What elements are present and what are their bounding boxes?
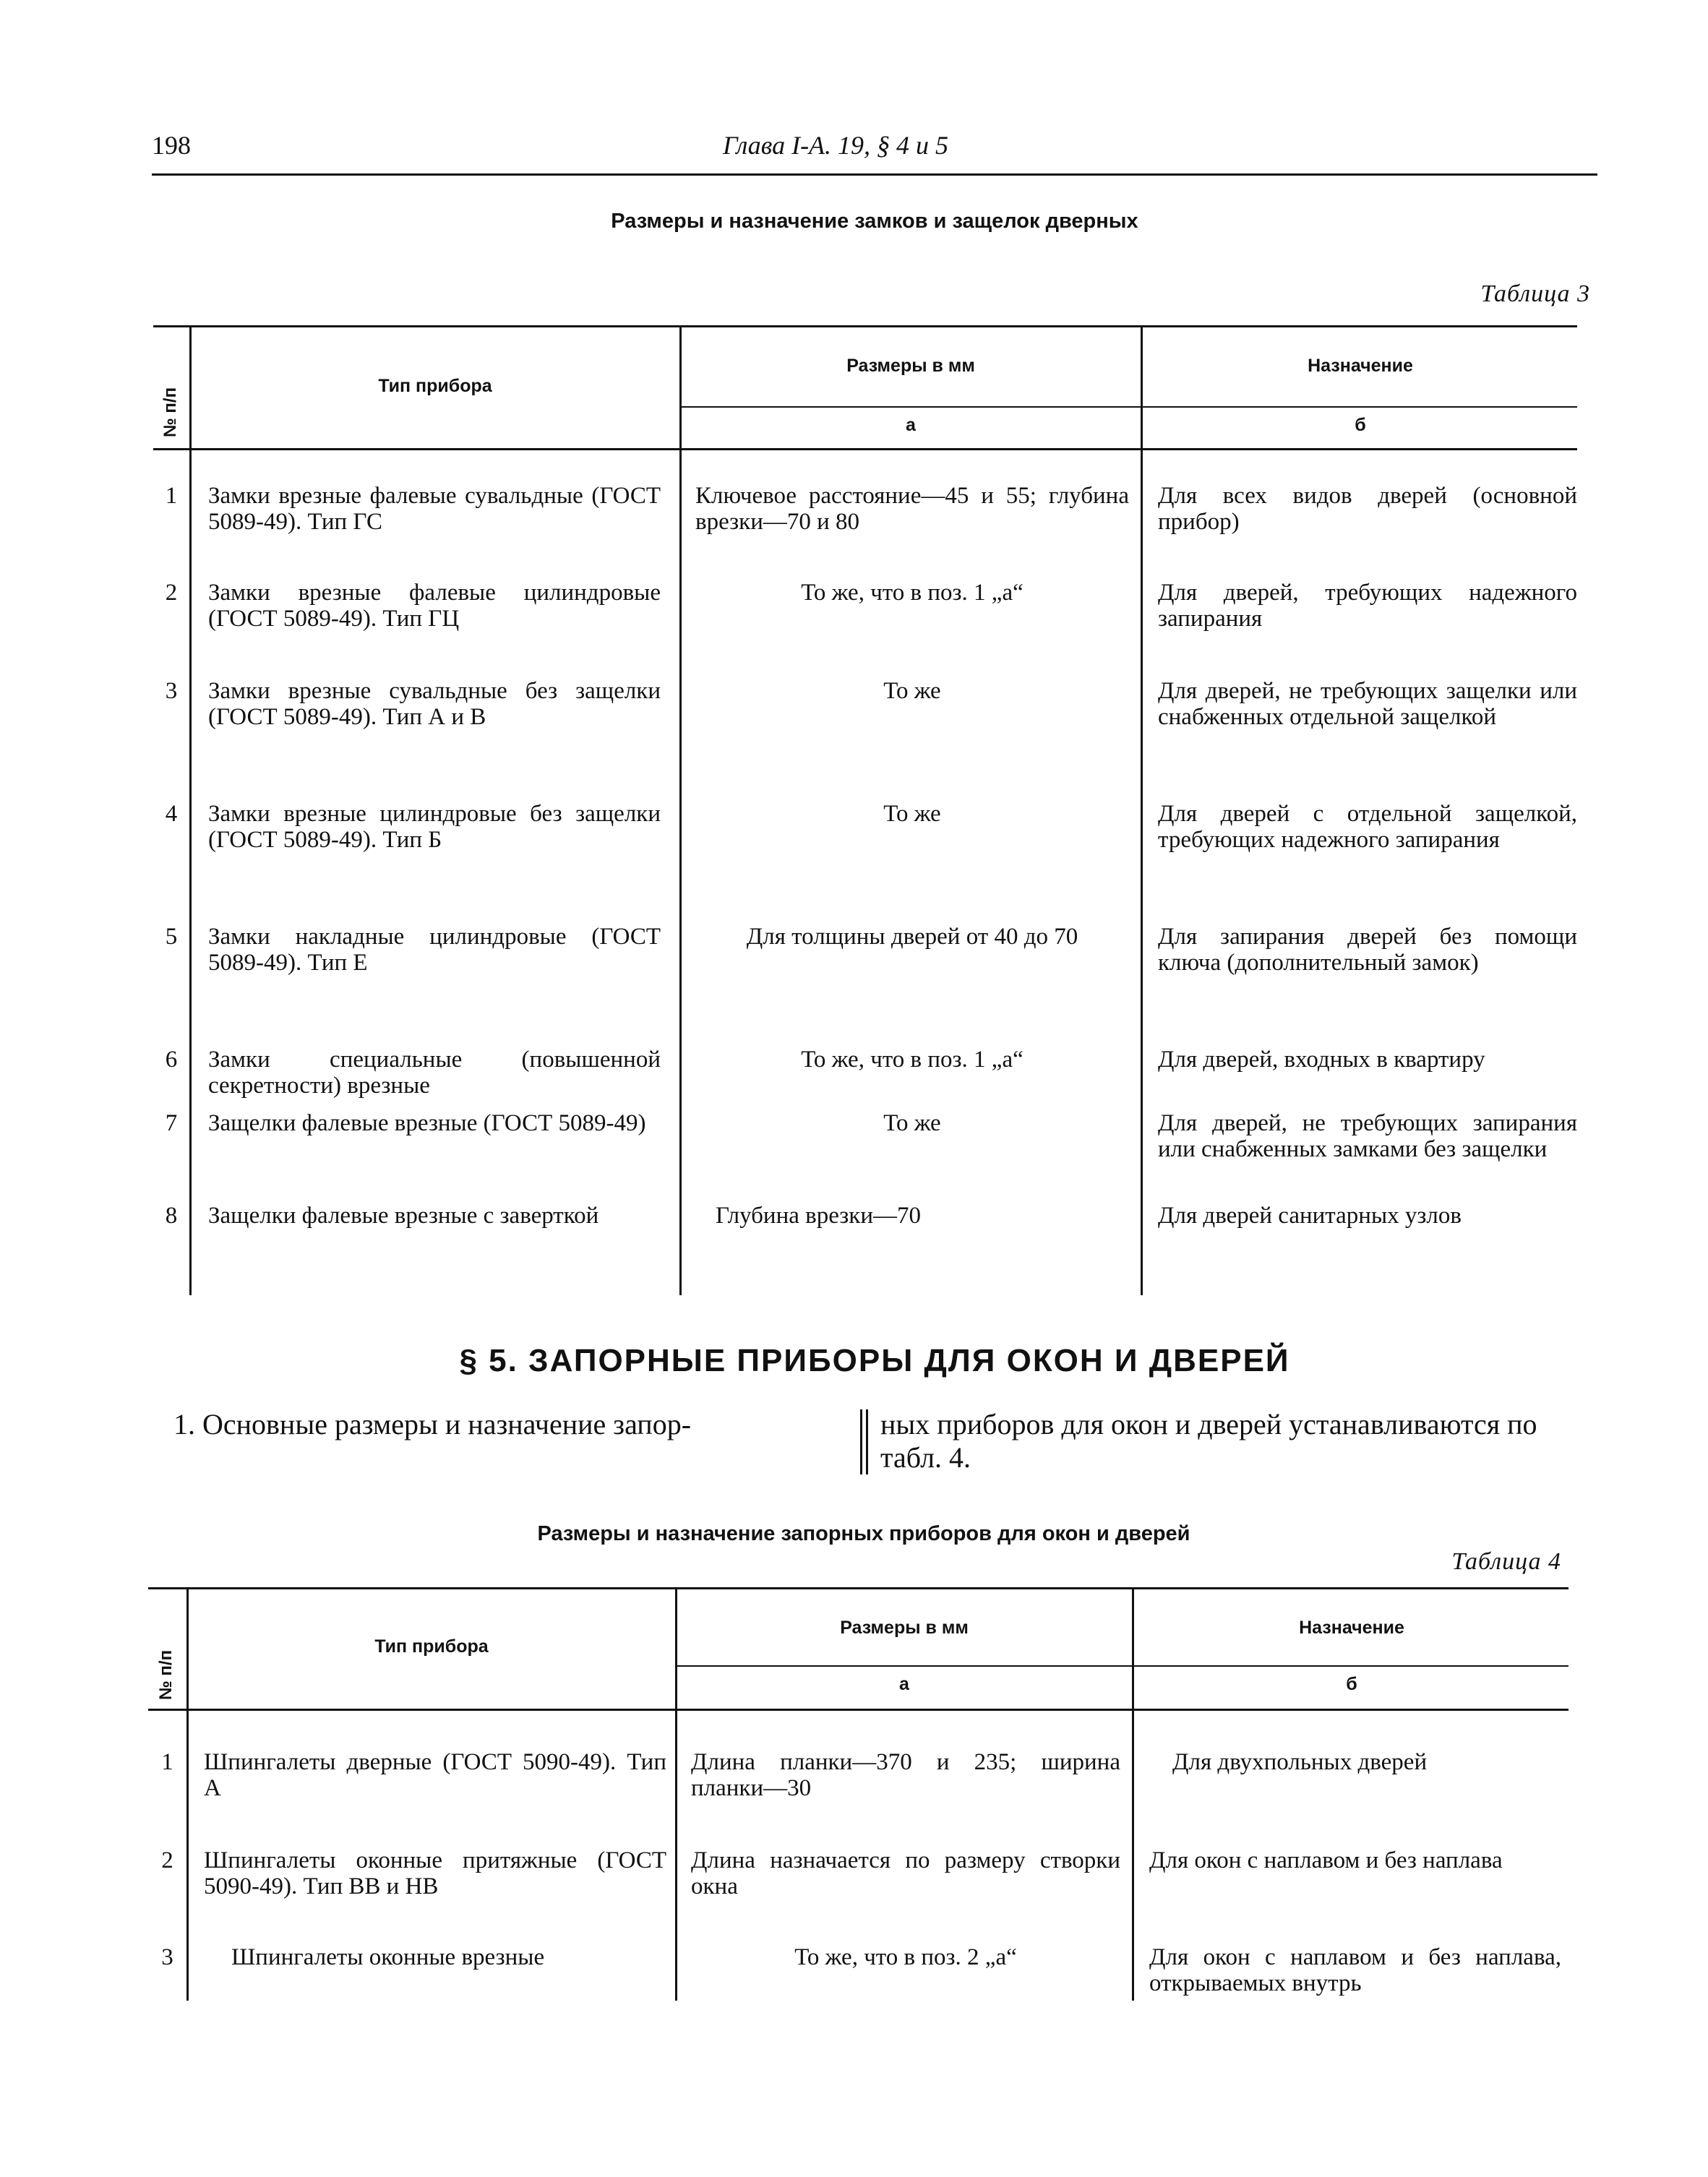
page-number: 198 <box>152 131 191 160</box>
row-size: Для толщины дверей от 40 до 70 <box>746 924 1078 950</box>
row-size: То же, что в поз. 2 „а“ <box>794 1944 1017 1970</box>
section-paragraph-right: ных приборов для окон и дверей устанавливаются по табл. 4. <box>880 1408 1537 1474</box>
row-purpose: Для дверей санитарных узлов <box>1158 1203 1462 1229</box>
table4-label: Таблица 4 <box>1451 1548 1561 1575</box>
row-size: Длина назначается по размеру створки окна <box>691 1847 1120 1899</box>
row-size: Ключевое расстояние—45 и 55; глубина врезки—70 и 80 <box>695 483 1129 535</box>
row-purpose: Для двухпольных дверей <box>1172 1749 1428 1775</box>
table4-top-rule <box>148 1587 1568 1589</box>
table3-col-num-header: № п/п <box>160 387 180 437</box>
table3-col-size-header: Размеры в мм <box>846 356 975 376</box>
row-number: 2 <box>161 1847 173 1873</box>
row-number: 5 <box>165 924 178 950</box>
section-paragraph-left: 1. Основные размеры и назначение запор- <box>173 1408 692 1440</box>
row-type: Защелки фалевые врезные (ГОСТ 5089-49) <box>208 1110 646 1136</box>
table3-sub-b: б <box>1355 415 1366 435</box>
table3-col-type-header: Тип прибора <box>378 376 492 396</box>
table3-col-purpose-header: Назначение <box>1308 356 1413 376</box>
row-type: Замки врезные цилиндровые без защелки (ГОСТ 5089-49). Тип Б <box>208 801 661 853</box>
row-number: 6 <box>165 1047 178 1073</box>
row-purpose: Для дверей с отдельной защелкой, требующих надежного запирания <box>1158 801 1577 853</box>
section-title: § 5. ЗАПОРНЫЕ ПРИБОРЫ ДЛЯ ОКОН И ДВЕРЕЙ <box>459 1343 1290 1378</box>
row-number: 1 <box>165 483 178 509</box>
row-size: То же <box>883 801 941 827</box>
row-type: Замки накладные цилиндровые (ГОСТ 5089-49). Тип Е <box>208 924 661 976</box>
table3-sub-a: а <box>906 415 916 435</box>
row-purpose: Для дверей, входных в квартиру <box>1158 1047 1485 1073</box>
row-type: Защелки фалевые врезные с заверткой <box>208 1203 599 1229</box>
row-purpose: Для окон с наплавом и без наплава, открываемых внутрь <box>1149 1944 1561 1996</box>
row-type: Шпингалеты оконные врезные <box>231 1944 545 1970</box>
table4-col-size-header: Размеры в мм <box>840 1618 969 1638</box>
table4-head-bottom-rule <box>148 1709 1568 1711</box>
row-number: 4 <box>165 801 178 827</box>
row-purpose: Для дверей, не требующих защелки или снабженных отдельной защелкой <box>1158 678 1577 730</box>
row-size: То же, что в поз. 1 „а“ <box>801 1047 1023 1073</box>
row-size: Глубина врезки—70 <box>716 1203 921 1229</box>
table4-col-num-header: № п/п <box>156 1649 176 1700</box>
row-type: Замки врезные сувальдные без защелки (ГОСТ 5089-49). Тип А и В <box>208 678 661 730</box>
row-type: Замки врезные фалевые цилиндровые (ГОСТ 5089-49). Тип ГЦ <box>208 580 661 632</box>
row-type: Шпингалеты оконные притяжные (ГОСТ 5090-49). Тип ВВ и НВ <box>204 1847 666 1899</box>
table4-col-type-header: Тип прибора <box>374 1636 489 1657</box>
table4-col-rule-2 <box>675 1589 677 2001</box>
row-number: 8 <box>165 1203 178 1229</box>
row-type: Замки врезные фалевые сувальдные (ГОСТ 5089-49). Тип ГС <box>208 483 661 535</box>
table4-col-rule-1 <box>186 1589 189 2001</box>
table4-col-rule-3 <box>1132 1589 1134 2001</box>
row-number: 3 <box>161 1944 173 1970</box>
row-type: Шпингалеты дверные (ГОСТ 5090-49). Тип А <box>204 1749 666 1801</box>
table4-sub-b: б <box>1346 1674 1357 1694</box>
row-purpose: Для дверей, требующих надежного запирания <box>1158 580 1577 632</box>
table4-sub-a: а <box>899 1674 909 1694</box>
table3-label: Таблица 3 <box>1480 280 1590 307</box>
row-purpose: Для окон с наплавом и без наплава <box>1149 1847 1503 1873</box>
running-head: Глава I-А. 19, § 4 и 5 <box>723 131 949 160</box>
table3-caption: Размеры и назначение замков и защелок дверных <box>611 210 1138 233</box>
row-size: То же, что в поз. 1 „а“ <box>801 580 1023 606</box>
row-number: 7 <box>165 1110 178 1136</box>
table4-col-purpose-header: Назначение <box>1299 1618 1404 1638</box>
row-purpose: Для всех видов дверей (основной прибор) <box>1158 483 1577 535</box>
row-purpose: Для дверей, не требующих запирания или снабженных замками без защелки <box>1158 1110 1577 1162</box>
row-size: Длина планки—370 и 235; ширина планки—30 <box>691 1749 1120 1801</box>
row-number: 1 <box>161 1749 173 1775</box>
table4-subhead-rule <box>677 1665 1568 1667</box>
table4-caption: Размеры и назначение запорных приборов для окон и дверей <box>537 1522 1190 1545</box>
row-type: Замки специальные (повышенной секретности) врезные <box>208 1047 661 1099</box>
row-size: То же <box>883 1110 941 1136</box>
row-number: 2 <box>165 580 178 606</box>
row-number: 3 <box>165 678 178 704</box>
row-size: То же <box>883 678 941 704</box>
row-purpose: Для запирания дверей без помощи ключа (дополнительный замок) <box>1158 924 1577 976</box>
